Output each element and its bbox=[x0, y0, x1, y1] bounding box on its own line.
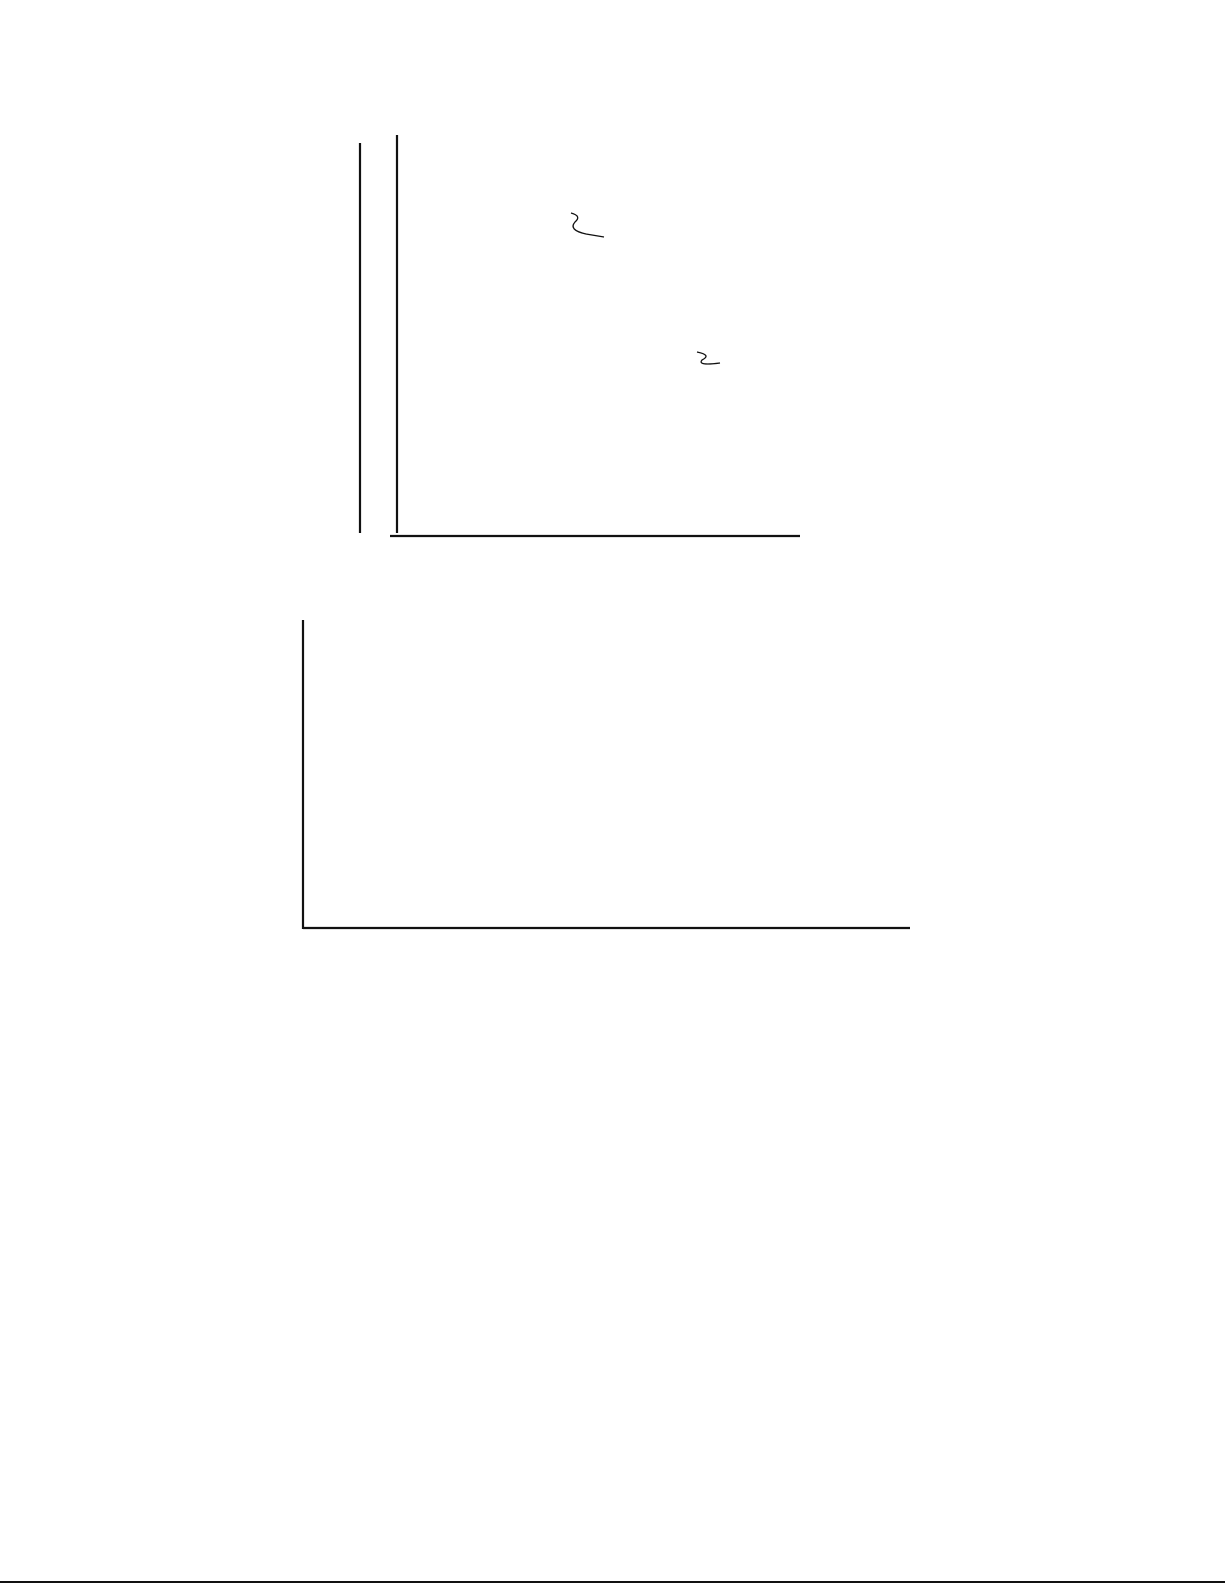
efficiency-leader bbox=[571, 213, 604, 237]
page-bottom-rule bbox=[0, 1581, 1225, 1583]
chart-velocity bbox=[360, 135, 800, 536]
chart-loading bbox=[303, 620, 910, 929]
pressure-drop-leader bbox=[697, 352, 720, 364]
